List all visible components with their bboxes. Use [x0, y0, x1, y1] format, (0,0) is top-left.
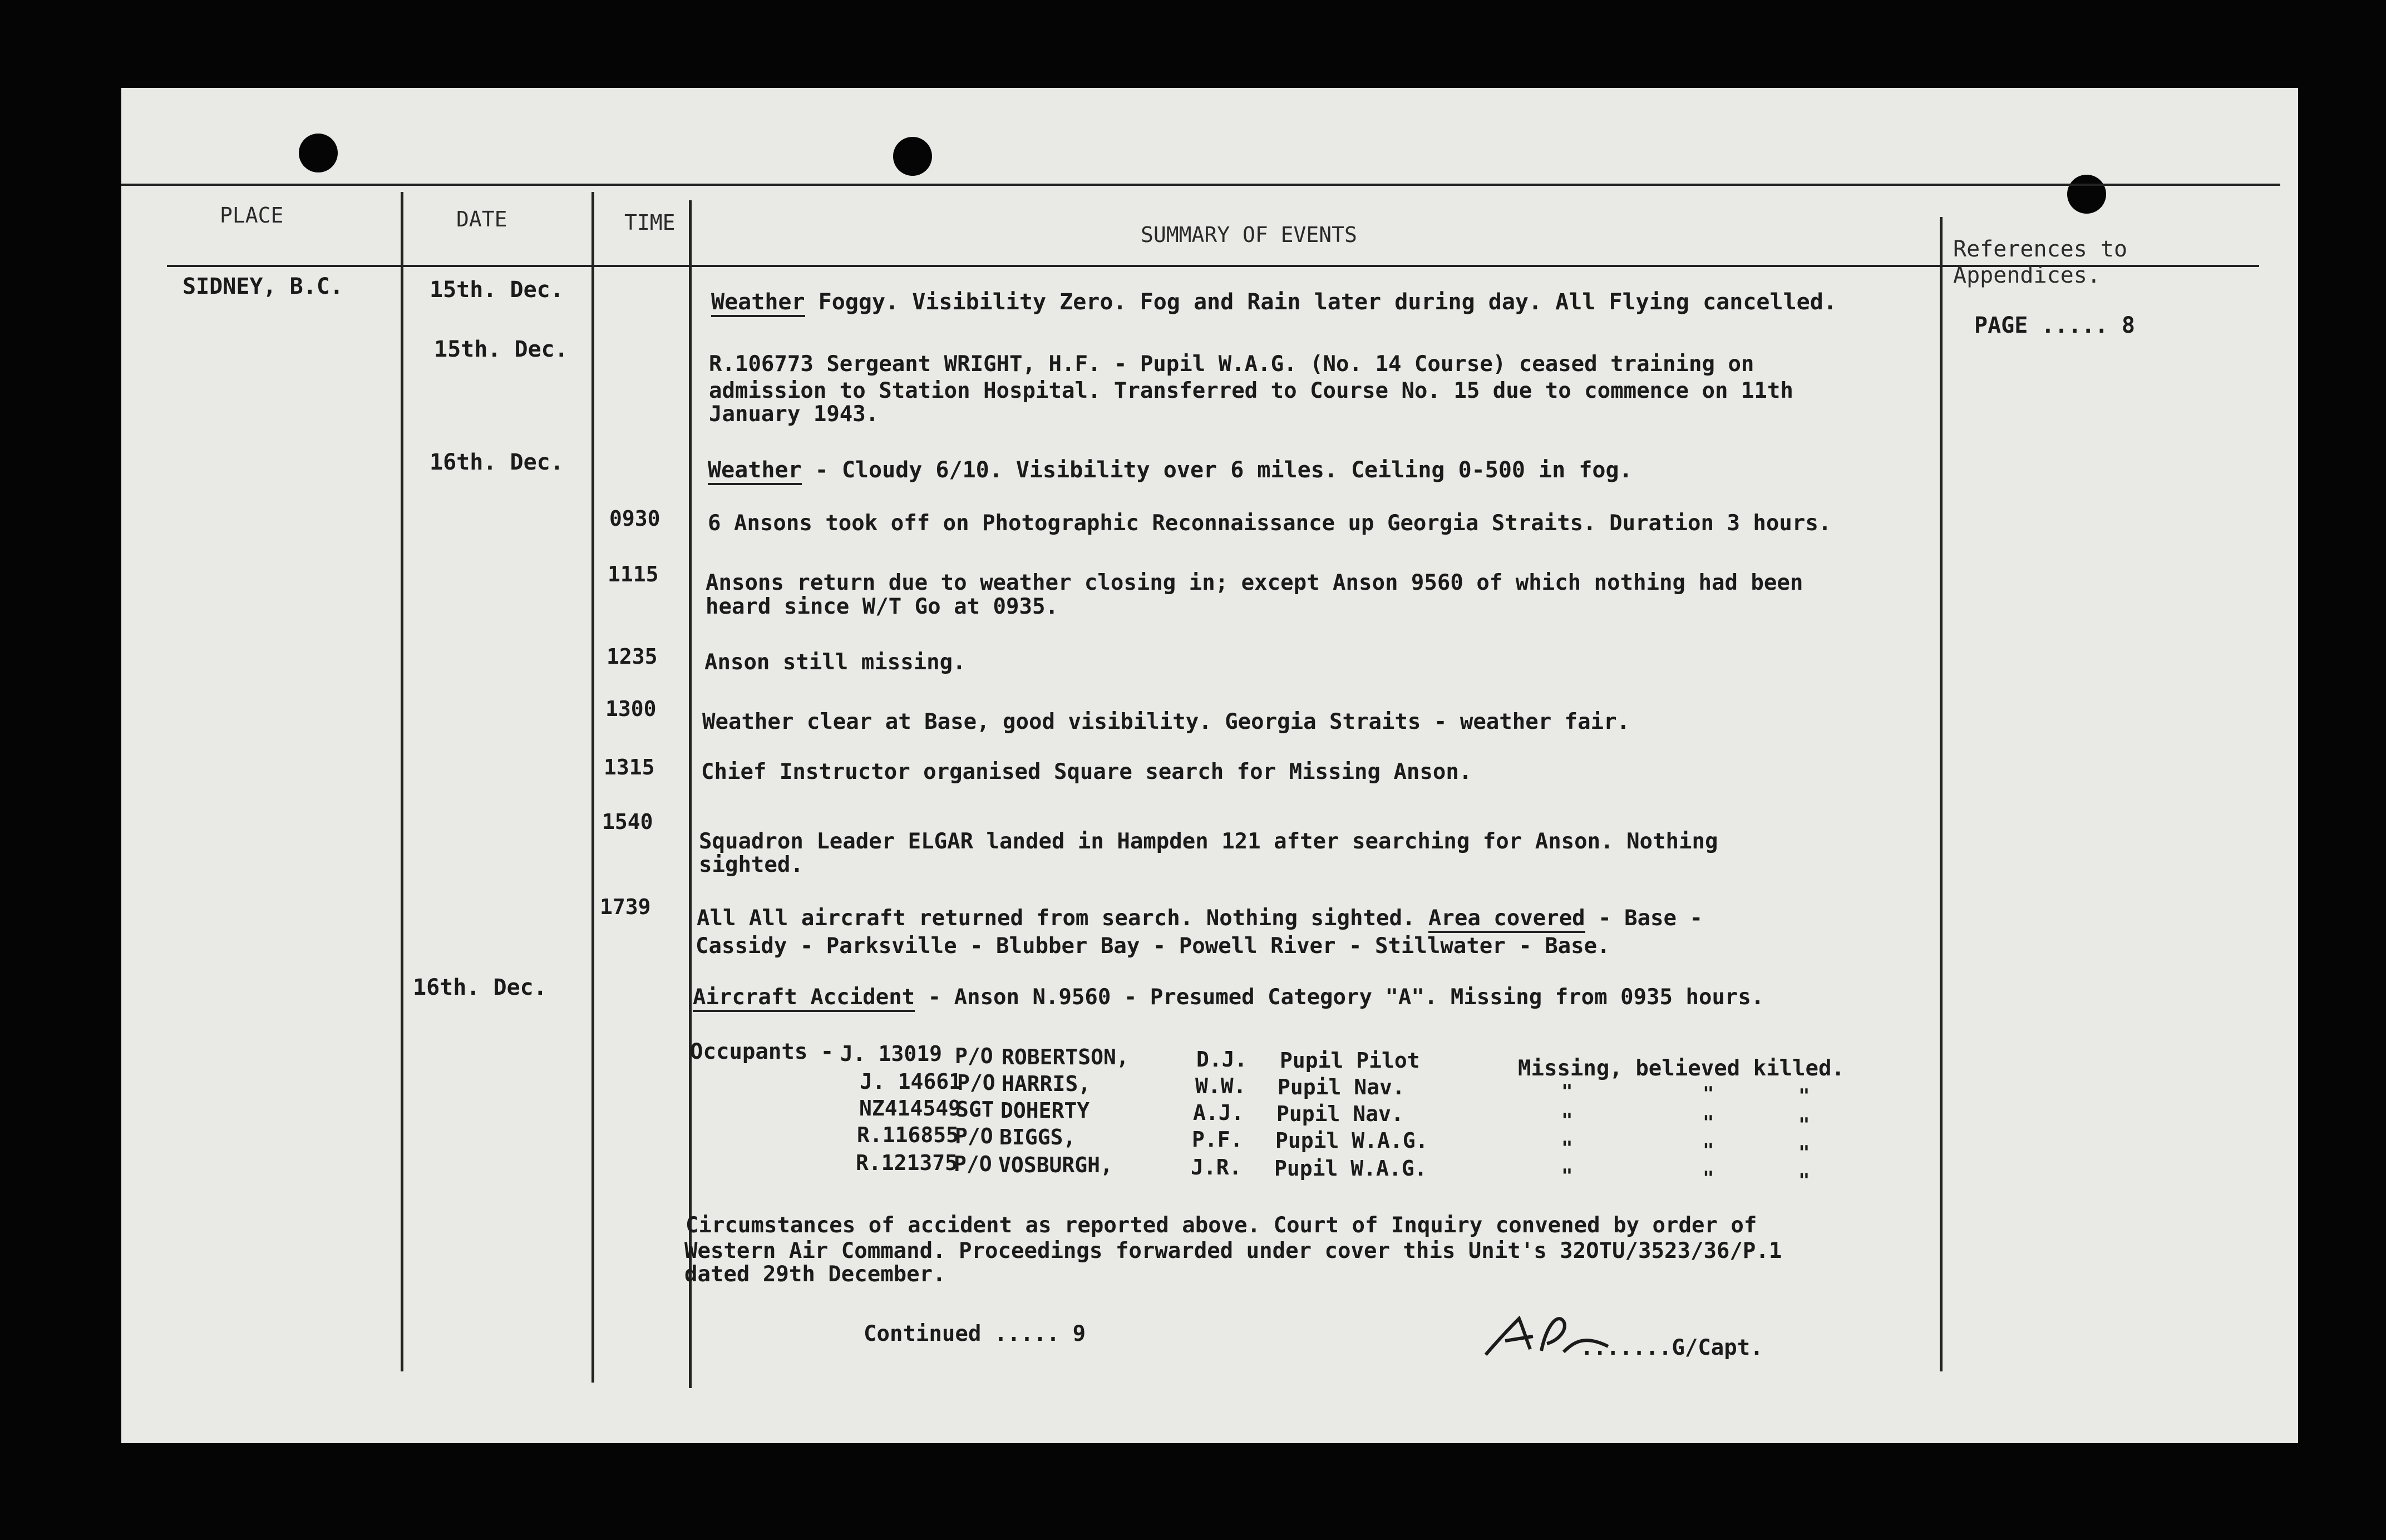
occupant-initials: W.W. [1195, 1074, 1246, 1098]
entry-text: Anson still missing. [704, 650, 966, 675]
entry-time: 1235 [607, 644, 658, 669]
entry-text-line: Cassidy - Parksville - Blubber Bay - Powell River - Stillwater - Base. [696, 934, 1610, 959]
reference-page: PAGE ..... 8 [1974, 313, 2135, 338]
punch-hole [893, 137, 932, 176]
entry-text-line: sighted. [699, 852, 803, 877]
occupant-name: ROBERTSON, [1002, 1045, 1129, 1069]
entry-body: - Base - [1585, 906, 1703, 931]
header-date: DATE [456, 207, 507, 231]
entry-date: 15th. Dec. [434, 337, 568, 362]
ditto-mark: " [1703, 1083, 1714, 1105]
occupant-name: DOHERTY [1000, 1098, 1090, 1123]
entry-time: 1315 [604, 755, 655, 779]
entry-body: All All aircraft returned from search. Nothing sighted. [697, 906, 1428, 931]
occupant-number: J. 14661 [860, 1069, 962, 1094]
ditto-mark: " [1703, 1112, 1714, 1134]
occupant-initials: D.J. [1196, 1047, 1248, 1072]
entry-text [711, 289, 1837, 315]
occupant-rank: SGT [956, 1097, 994, 1122]
ditto-mark: " [1561, 1080, 1573, 1103]
entry-heading: Weather [708, 457, 802, 485]
entry-heading: Area covered [1428, 906, 1585, 933]
column-divider-place-date [401, 192, 403, 1371]
occupant-name: VOSBURGH, [998, 1153, 1113, 1177]
occupant-number: J. 13019 [840, 1042, 943, 1066]
occupant-number: R.121375 [856, 1151, 958, 1175]
header-place: PLACE [220, 203, 284, 228]
ditto-mark: " [1703, 1167, 1714, 1189]
occupant-number: NZ414549 [859, 1096, 962, 1121]
entry-body: Foggy. Visibility Zero. Fog and Rain later during day. All Flying cancelled. [805, 289, 1837, 315]
occupant-rank: P/O [954, 1152, 992, 1176]
occupant-role: Pupil Pilot [1280, 1048, 1420, 1073]
occupant-rank: P/O [957, 1070, 995, 1095]
ditto-mark: " [1798, 1169, 1810, 1192]
entry-text-line: R.106773 Sergeant WRIGHT, H.F. - Pupil W.A.G. (No. 14 Course) ceased training on [709, 352, 1754, 377]
column-divider-time-summary [689, 200, 692, 1388]
entry-text: Chief Instructor organised Square search for Missing Anson. [701, 759, 1472, 784]
ditto-mark: " [1798, 1085, 1810, 1107]
punch-hole [2067, 175, 2106, 214]
circumstances-line: Western Air Command. Proceedings forwarded under cover this Unit's 32OTU/3523/36/P.1 [684, 1238, 1782, 1263]
entry-date: 16th. Dec. [413, 975, 547, 1000]
entry-text: Weather clear at Base, good visibility. Georgia Straits - weather fair. [702, 709, 1630, 734]
occupant-number: R.116855 [857, 1123, 959, 1147]
occupant-rank: P/O [955, 1044, 993, 1068]
occupant-role: Pupil Nav. [1278, 1075, 1405, 1099]
entry-heading: Weather [711, 289, 805, 317]
continued-note: Continued ..... 9 [864, 1321, 1086, 1346]
entry-text [693, 985, 1764, 1010]
entry-time: 1739 [600, 895, 651, 919]
occupant-initials: P.F. [1192, 1127, 1243, 1152]
entry-time: 0930 [609, 506, 660, 531]
occupant-role: Pupil W.A.G. [1274, 1156, 1427, 1181]
place-value: SIDNEY, B.C. [183, 274, 343, 299]
occupant-initials: J.R. [1191, 1155, 1242, 1179]
header-bottom-rule [167, 265, 2259, 267]
ditto-mark: " [1561, 1137, 1573, 1159]
circumstances-line: dated 29th December. [684, 1262, 946, 1287]
occupant-role: Pupil W.A.G. [1275, 1128, 1428, 1153]
entry-text [708, 457, 1633, 483]
column-divider-date-time [591, 192, 594, 1383]
entry-text-line: January 1943. [709, 402, 879, 427]
ditto-mark: " [1798, 1142, 1810, 1164]
entry-text: 6 Ansons took off on Photographic Reconnaissance up Georgia Straits. Duration 3 hours. [708, 511, 1832, 536]
occupant-name: HARRIS, [1002, 1072, 1091, 1096]
header-references-line2: Appendices. [1953, 263, 2101, 288]
entry-body: - Anson N.9560 - Presumed Category "A". Missing from 0935 hours. [915, 985, 1764, 1010]
ditto-mark: " [1561, 1109, 1573, 1132]
circumstances-line: Circumstances of accident as reported above. Court of Inquiry convened by order of [686, 1213, 1757, 1238]
ditto-mark: " [1703, 1139, 1714, 1162]
entry-heading: Aircraft Accident [693, 985, 915, 1012]
entry-body: - Cloudy 6/10. Visibility over 6 miles. Ceiling 0-500 in fog. [801, 457, 1633, 483]
ditto-mark: " [1561, 1165, 1573, 1187]
entry-text [697, 906, 1703, 931]
occupant-name: BIGGS, [999, 1125, 1076, 1149]
occupants-status-header: Missing, believed killed. [1518, 1056, 1845, 1081]
signature-rank: .......G/Capt. [1580, 1335, 1763, 1360]
entry-time: 1115 [608, 562, 659, 586]
occupant-initials: A.J. [1193, 1100, 1244, 1125]
occupant-role: Pupil Nav. [1276, 1102, 1404, 1126]
entry-text-line: Squadron Leader ELGAR landed in Hampden 121 after searching for Anson. Nothing [699, 829, 1718, 854]
entry-time: 1300 [605, 697, 657, 721]
column-divider-summary-refs [1940, 217, 1943, 1371]
entry-date: 15th. Dec. [430, 277, 564, 303]
header-top-rule [121, 184, 2280, 186]
entry-date: 16th. Dec. [430, 450, 564, 475]
header-references-line1: References to [1953, 236, 2128, 262]
ditto-mark: " [1798, 1114, 1810, 1136]
entry-text-line: Ansons return due to weather closing in; except Anson 9560 of which nothing had been [706, 570, 1803, 595]
header-time: TIME [624, 210, 676, 235]
entry-time: 1540 [602, 810, 653, 834]
occupant-rank: P/O [955, 1124, 993, 1148]
occupants-label: Occupants - [690, 1039, 834, 1064]
punch-hole [299, 134, 338, 172]
entry-text-line: admission to Station Hospital. Transferred to Course No. 15 due to commence on 11th [709, 378, 1793, 403]
entry-text-line: heard since W/T Go at 0935. [706, 594, 1058, 619]
header-summary-of-events: SUMMARY OF EVENTS [1141, 223, 1357, 247]
